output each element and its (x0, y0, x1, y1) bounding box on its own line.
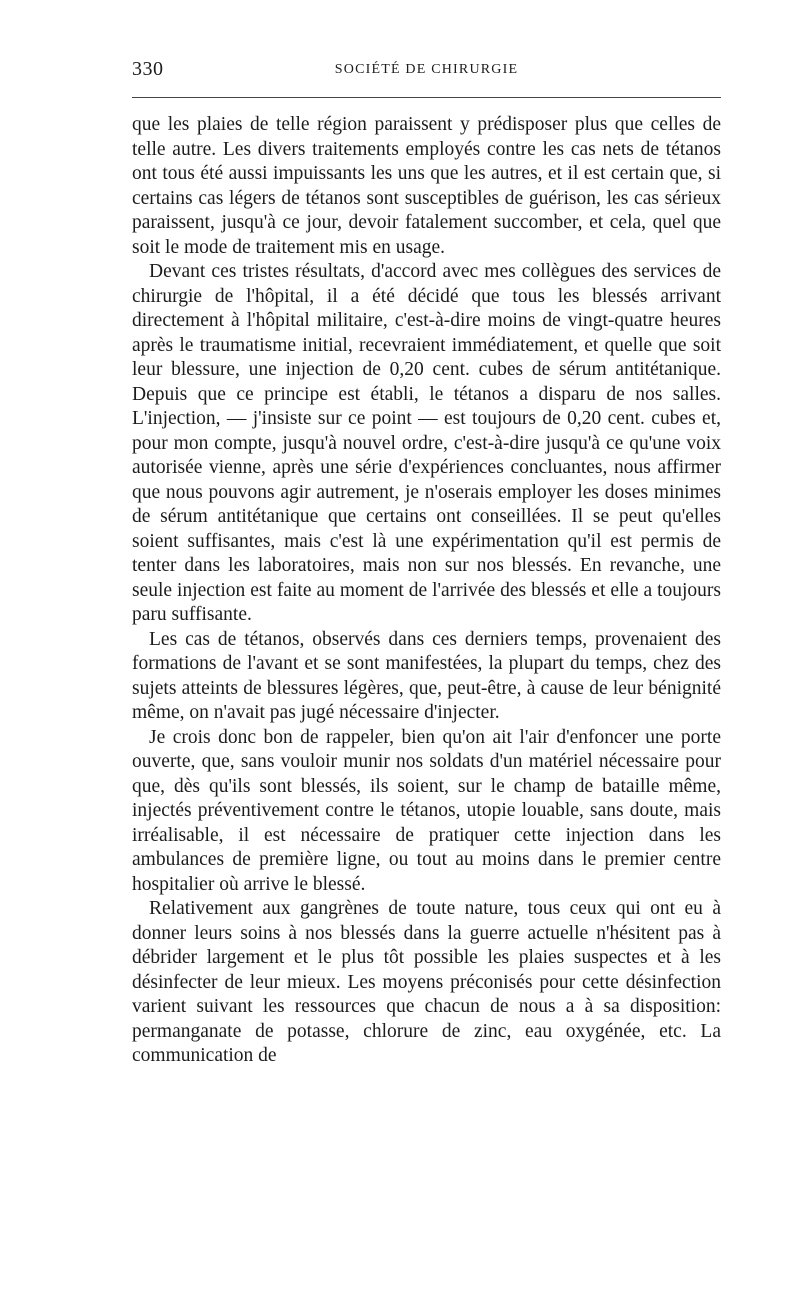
paragraph: Devant ces tristes résultats, d'accord avec mes collègues des services de chirurgie de l'hôpital, il a été décidé que tous les blessés arrivant directement à l'hôpital militaire, c'est-à-dire moins de vingt-quatre heures après le traumatisme initial, recevraient immédiatement, et quelle que soit leur blessure, une injection de 0,20 cent. cubes de sérum antitétanique. Depuis que ce principe est établi, le tétanos a disparu de nos salles. L'injection, — j'insiste sur ce point — est toujours de 0,20 cent. cubes et, pour mon compte, jusqu'à nouvel ordre, c'est-à-dire jusqu'à ce qu'une voix autorisée vienne, après une série d'expériences concluantes, nous affirmer que nous pouvons agir autrement, je n'oserais employer les doses minimes de sérum antitétanique que certains ont conseillées. Il se peut qu'elles soient suffisantes, mais c'est là une expérimentation qu'il est permis de tenter dans les laboratoires, mais non sur nos blessés. En revanche, une seule injection est faite au moment de l'arrivée des blessés et elle a toujours paru suffisante. (132, 261, 721, 625)
paragraph: Les cas de tétanos, observés dans ces derniers temps, provenaient des formations de l'avant et se sont manifestées, la plupart du temps, chez des sujets atteints de blessures légères, que, peut-être, à cause de leur bénignité même, on n'avait pas jugé nécessaire d'injecter. (132, 628, 721, 723)
running-head: SOCIÉTÉ DE CHIRURGIE (334, 62, 519, 77)
page-header (132, 58, 721, 88)
body-text (132, 113, 721, 1069)
paragraph: Je crois donc bon de rappeler, bien qu'on ait l'air d'enfoncer une porte ouverte, que, sans vouloir munir nos soldats d'un matériel nécessaire pour que, dès qu'ils sont blessés, ils soient, sur le champ de bataille même, injectés préventivement contre le tétanos, utopie louable, sans doute, mais irréalisable, il est nécessaire de pratiquer cette injection dans les ambulances de première ligne, ou tout au moins dans le premier centre hospitalier où arrive le blessé. (132, 726, 721, 895)
paragraph: Relativement aux gangrènes de toute nature, tous ceux qui ont eu à donner leurs soins à nos blessés dans la guerre actuelle n'hésitent pas à débrider largement et le plus tôt possible les plaies suspectes et à les désinfecter de leur mieux. Les moyens préconisés pour cette désinfection varient suivant les ressources que chacun de nous a à sa disposition: permanganate de potasse, chlorure de zinc, eau oxygénée, etc. La communication de (132, 898, 721, 1066)
paragraph: que les plaies de telle région paraissent y prédisposer plus que celles de telle autre. Les divers traitements employés contre les cas nets de tétanos ont tous été aussi impuissants les uns que les autres, et il est certain que, si certains cas légers de tétanos sont susceptibles de guérison, les cas sérieux paraissent, jusqu'à ce jour, devoir fatalement succomber, et cela, quel que soit le mode de traitement mis en usage. (132, 114, 721, 258)
page-number: 330 (132, 58, 164, 80)
header-rule (132, 97, 721, 98)
